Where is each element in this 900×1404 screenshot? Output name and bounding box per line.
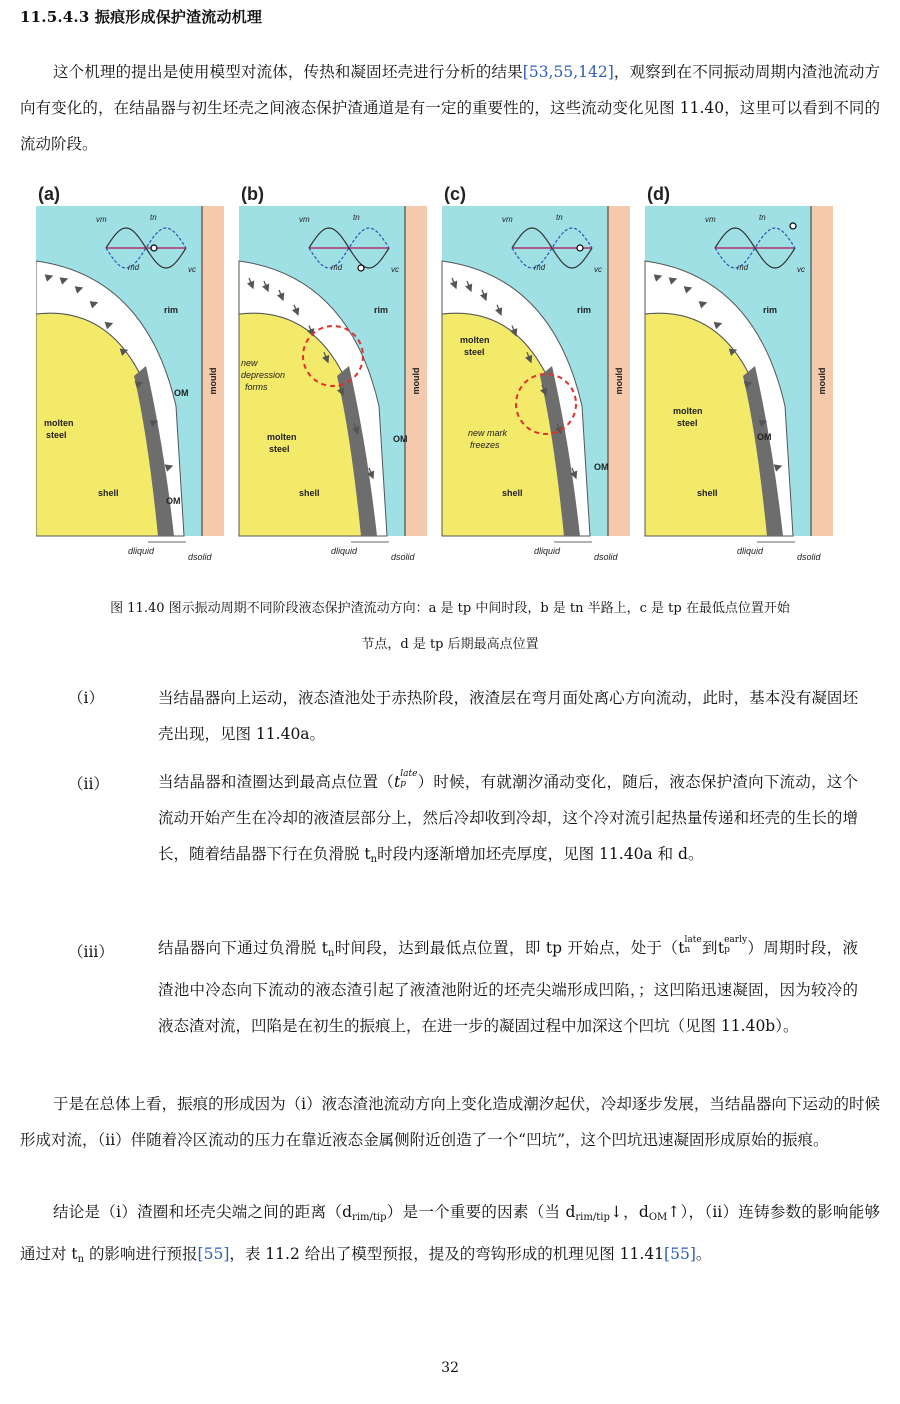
figure-label: shell [98, 488, 119, 498]
item-ii-text-c: 时段内逐渐增加坯壳厚度，见图 11.40a 和 d。 [377, 845, 704, 863]
dim-label-dsolid: dsolid [391, 552, 415, 562]
sym1-sup: late [684, 935, 702, 945]
item-body-i: 当结晶器向上运动，液态渣池处于赤热阶段，液渣层在弯月面处离心方向流动，此时，基本没有凝固坯壳出现，见图 11.40a。 [158, 689, 858, 743]
figure-label: rim [374, 305, 389, 315]
sub-n: n [370, 854, 378, 865]
figure-label: molten [460, 335, 490, 345]
sym-mid: 到 [701, 939, 718, 957]
intro-text: 这个机理的提出是使用模型对流体，传热和凝固坯壳进行分析的结果 [53, 63, 523, 81]
wave-label-vm: vm [705, 215, 716, 224]
dim-label-dliquid: dliquid [737, 546, 764, 556]
wave-label-tn: tn [556, 213, 563, 222]
wave-label-vc: vc [594, 265, 602, 274]
section-title: 振痕形成保护渣流动机理 [94, 8, 263, 26]
up-arrow-icon: ↑ [667, 1203, 681, 1221]
figure-label: depression [241, 370, 286, 380]
figure-label: new mark [468, 428, 508, 438]
concl-sub2: rim/tip [575, 1212, 610, 1223]
sym2-sub: p [724, 945, 730, 955]
item-ii-text-b: ）时候，有就潮汐涌动变化，随后，液态保护渣向下流动，这个流动开始产生在冷却的液渣层部分上，然后冷却收到冷却，这个冷对流引起热量传递和坯壳的生长的增长，随着结晶器下行在负滑脱 t [158, 773, 858, 863]
figure-caption-line1: 图 11.40 图示振动周期不同阶段液态保护渣流动方向：a 是 tp 中间时段，b 是 tn 半路上，c 是 tp 在最低点位置开始 [110, 601, 790, 616]
figure-label: shell [697, 488, 718, 498]
mould-label: mould [208, 367, 218, 395]
figure-label: molten [267, 432, 297, 442]
panel-label: (a) [38, 184, 60, 204]
dim-label-dsolid: dsolid [188, 552, 212, 562]
concl-d: ），（ii）连铸参数的影响能够通过对 t [20, 1203, 880, 1263]
concl-c: ，d [622, 1203, 649, 1221]
figure-label: steel [269, 444, 290, 454]
intro-text-rest: ，观察到在不同振动周期内渣池流动方向有变化的，在结晶器与初生坯壳之间液态保护渣通道是有一定的重要性的，这些流动变化见图 11.40，这里可以看到不同的流动阶段。 [20, 63, 880, 153]
sub-n: n [327, 948, 335, 959]
figure-label: shell [502, 488, 523, 498]
wave-label-md: md [128, 263, 140, 272]
citation-link[interactable]: [55] [197, 1245, 230, 1263]
phase-marker [358, 265, 364, 271]
figure-label: steel [677, 418, 698, 428]
figure-label: rim [577, 305, 592, 315]
wave-label-vm: vm [96, 215, 107, 224]
concl-b: ）是一个重要的因素（当 d [386, 1203, 576, 1221]
item-number-i: （i） [68, 689, 104, 707]
wave-label-tn: tn [759, 213, 766, 222]
figure-label: OM [166, 496, 181, 506]
wave-label-md: md [534, 263, 546, 272]
figure-label: OM [757, 432, 772, 442]
wave-label-vm: vm [502, 215, 513, 224]
panel-label: (b) [241, 184, 264, 204]
concl-sub3: OM [648, 1212, 668, 1223]
wave-label-vc: vc [188, 265, 196, 274]
item-body-ii [158, 764, 858, 878]
wave-label-md: md [331, 263, 343, 272]
wave-label-vm: vm [299, 215, 310, 224]
concl-sub4: n [77, 1254, 85, 1265]
figure-label: rim [164, 305, 179, 315]
figure-11-40 [36, 178, 848, 572]
figure-panel [239, 184, 427, 562]
dim-label-dliquid: dliquid [128, 546, 155, 556]
sym2-t: t [717, 939, 725, 957]
figure-label: rim [763, 305, 778, 315]
phase-marker [790, 223, 796, 229]
item-number-iii: （iii） [68, 943, 114, 961]
concl-e: 的影响进行预报 [84, 1245, 198, 1263]
mould-label: mould [411, 367, 421, 395]
figure-label: OM [594, 462, 609, 472]
figure-label: steel [464, 347, 485, 357]
figure-panel [36, 184, 224, 562]
figure-label: steel [46, 430, 67, 440]
panel-label: (c) [444, 184, 466, 204]
item-body-iii [158, 930, 858, 1044]
citation-link[interactable]: [53,55,142] [522, 63, 614, 81]
sym-scripts [400, 769, 418, 793]
figure-label: freezes [470, 440, 500, 450]
figure-panel [645, 184, 833, 562]
item-iii-text-b: 时间段，达到最低点位置，即 tp 开始点，处于（ [334, 939, 679, 957]
figure-panel [442, 184, 630, 562]
section-heading [20, 6, 262, 27]
item-number-ii: （ii） [68, 775, 109, 793]
phase-marker [151, 245, 157, 251]
figure-caption-line2: 节点，d 是 tp 后期最高点位置 [361, 637, 539, 652]
dim-label-dliquid: dliquid [534, 546, 561, 556]
sym1-t: t [678, 939, 685, 957]
panel-label: (d) [647, 184, 670, 204]
item-iii-text-c: ）周期时段，液渣池中冷态向下流动的液态渣引起了液渣池附近的坯壳尖端形成凹陷，；这凹陷迅速凝固，因为较冷的液态渣对流，凹陷是在初生的振痕上，在进一步的凝固过程中加深这个凹坑（见图 11.40b）。 [158, 939, 858, 1035]
item-ii-text-a: 当结晶器和渣圈达到最高点位置（ [158, 773, 395, 791]
wave-label-tn: tn [150, 213, 157, 222]
figure-label: OM [393, 434, 408, 444]
dim-label-dsolid: dsolid [594, 552, 618, 562]
wave-label-md: md [737, 263, 749, 272]
concl-g: 。 [695, 1245, 712, 1263]
wave-label-vc: vc [391, 265, 399, 274]
figure-label: new [241, 358, 258, 368]
sym-sup: late [400, 769, 418, 779]
down-arrow-icon: ↓ [609, 1203, 623, 1221]
intro-paragraph [20, 54, 880, 162]
conclusion-paragraph [20, 1194, 880, 1278]
phase-marker [577, 245, 583, 251]
sym-t: t [394, 773, 401, 791]
concl-f: ，表 11.2 给出了模型预报，提及的弯钩形成的机理见图 11.41 [229, 1245, 665, 1263]
section-number: 11.5.4.3 [20, 8, 90, 26]
concl-sub1: rim/tip [352, 1212, 387, 1223]
mould-label: mould [817, 367, 827, 395]
sym1-sub: n [684, 945, 691, 955]
figure-label: molten [673, 406, 703, 416]
wave-label-tn: tn [353, 213, 360, 222]
item-iii-text-a: 结晶器向下通过负滑脱 t [158, 939, 328, 957]
dim-label-dliquid: dliquid [331, 546, 358, 556]
sym-sub: p [400, 779, 407, 789]
wave-label-vc: vc [797, 265, 805, 274]
summary-paragraph: 于是在总体上看，振痕的形成因为（i）液态渣池流动方向上变化造成潮汐起伏，冷却逐步发展，当结晶器向下运动的时候形成对流，（ii）伴随着冷区流动的压力在靠近液态金属侧附近创造了一个“凹坑”，这个凹坑迅速凝固形成原始的振痕。 [20, 1095, 880, 1149]
figure-label: OM [174, 388, 189, 398]
figure-label: shell [299, 488, 320, 498]
sym1-scripts [684, 935, 702, 959]
sym2-sup: early [724, 935, 748, 945]
citation-link[interactable]: [55] [664, 1245, 696, 1263]
concl-a: 结论是（i）渣圈和坯壳尖端之间的距离（d [53, 1203, 353, 1221]
symbol-tp-early [717, 935, 748, 957]
figure-label: forms [245, 382, 268, 392]
sym2-scripts [724, 935, 748, 959]
figure-label: molten [44, 418, 74, 428]
mould-label: mould [614, 367, 624, 395]
dim-label-dsolid: dsolid [797, 552, 821, 562]
symbol-tn-late [678, 935, 702, 957]
page-number: 32 [441, 1360, 459, 1376]
symbol-tp-late [394, 769, 418, 791]
